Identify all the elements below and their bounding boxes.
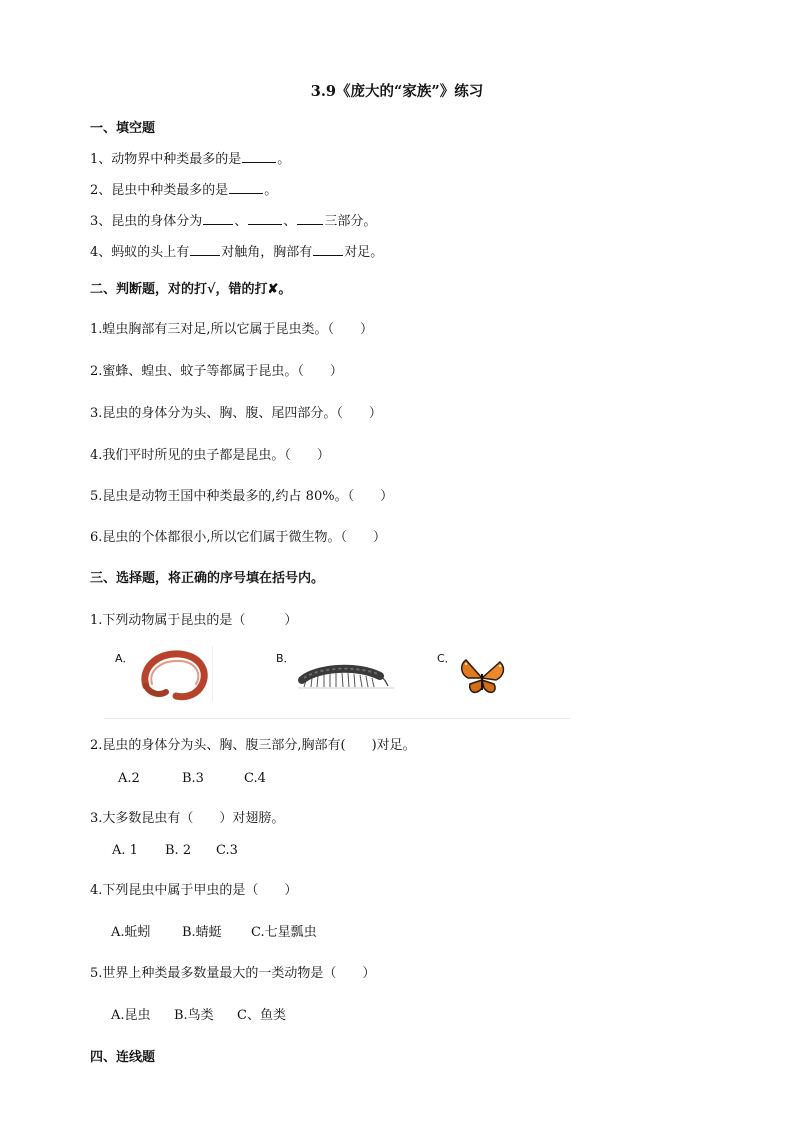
butterfly-image[interactable]	[456, 654, 508, 700]
choice-question-5: 5.世界上种类最多数量最大的一类动物是（ ）	[90, 966, 376, 981]
option-c-label: C．	[437, 652, 456, 665]
q4-option-c[interactable]: C.七星瓢虫	[251, 925, 317, 940]
image-row-divider	[104, 718, 570, 719]
judge-question-6: 6.昆虫的个体都很小,所以它们属于微生物。（ ）	[90, 530, 387, 545]
q2-option-b[interactable]: B.3	[182, 771, 204, 786]
answer-blank[interactable]	[297, 210, 323, 225]
option-b-label: B．	[276, 652, 295, 665]
millipede-icon	[296, 656, 396, 696]
fill-question-3: 3、昆虫的身体分为 、 、 三部分。	[90, 210, 376, 229]
q2-option-c[interactable]: C.4	[244, 771, 266, 786]
q4-option-a[interactable]: A.蚯蚓	[111, 925, 151, 940]
choice-question-3: 3.大多数昆虫有（ ）对翅膀。	[90, 811, 285, 826]
fill-question-2: 2、昆虫中种类最多的是 。	[90, 179, 277, 198]
millipede-image[interactable]	[296, 656, 396, 696]
section-matching-heading: 四、连线题	[90, 1050, 156, 1065]
answer-blank[interactable]	[242, 148, 276, 163]
answer-blank[interactable]	[190, 241, 220, 256]
judge-question-1: 1.蝗虫胸部有三对足,所以它属于昆虫类。（ ）	[90, 322, 374, 337]
judge-question-3: 3.昆虫的身体分为头、胸、腹、尾四部分。（ ）	[90, 406, 382, 421]
judge-question-4: 4.我们平时所见的虫子都是昆虫。（ ）	[90, 448, 330, 463]
section-true-false-heading: 二、判断题，对的打√，错的打✘。	[90, 282, 292, 297]
option-a-label: A．	[115, 652, 134, 665]
page-title: 3.9《庞大的“家族”》练习	[310, 83, 484, 100]
choice-question-4: 4.下列昆虫中属于甲虫的是（ ）	[90, 883, 298, 898]
answer-blank[interactable]	[229, 179, 263, 194]
butterfly-icon	[456, 654, 508, 700]
earthworm-image[interactable]	[136, 646, 212, 702]
q3-option-a[interactable]: A. 1	[112, 843, 138, 858]
judge-question-5: 5.昆虫是动物王国中种类最多的,约占 80%。（ ）	[90, 489, 394, 504]
section-choice-heading: 三、选择题，将正确的序号填在括号内。	[90, 571, 325, 586]
answer-blank[interactable]	[248, 210, 282, 225]
answer-blank[interactable]	[313, 241, 343, 256]
judge-question-2: 2.蜜蜂、蝗虫、蚊子等都属于昆虫。（ ）	[90, 364, 343, 379]
q4-option-b[interactable]: B.蜻蜓	[182, 925, 222, 940]
section-fill-in-heading: 一、填空题	[90, 121, 156, 136]
choice-question-2: 2.昆虫的身体分为头、胸、腹三部分,胸部有( )对足。	[90, 738, 416, 753]
fill-question-1: 1、动物界中种类最多的是 。	[90, 148, 290, 167]
q5-option-b[interactable]: B.鸟类	[174, 1008, 214, 1023]
earthworm-icon	[136, 646, 212, 702]
q3-option-c[interactable]: C.3	[216, 843, 238, 858]
q2-option-a[interactable]: A.2	[118, 771, 140, 786]
q3-option-b[interactable]: B. 2	[165, 843, 192, 858]
image-divider	[212, 646, 213, 702]
choice-question-1: 1.下列动物属于昆虫的是（ ）	[90, 613, 298, 628]
q5-option-a[interactable]: A.昆虫	[111, 1008, 151, 1023]
fill-question-4: 4、蚂蚁的头上有 对触角，胸部有 对足。	[90, 241, 383, 260]
q5-option-c[interactable]: C、鱼类	[237, 1008, 286, 1023]
answer-blank[interactable]	[203, 210, 233, 225]
